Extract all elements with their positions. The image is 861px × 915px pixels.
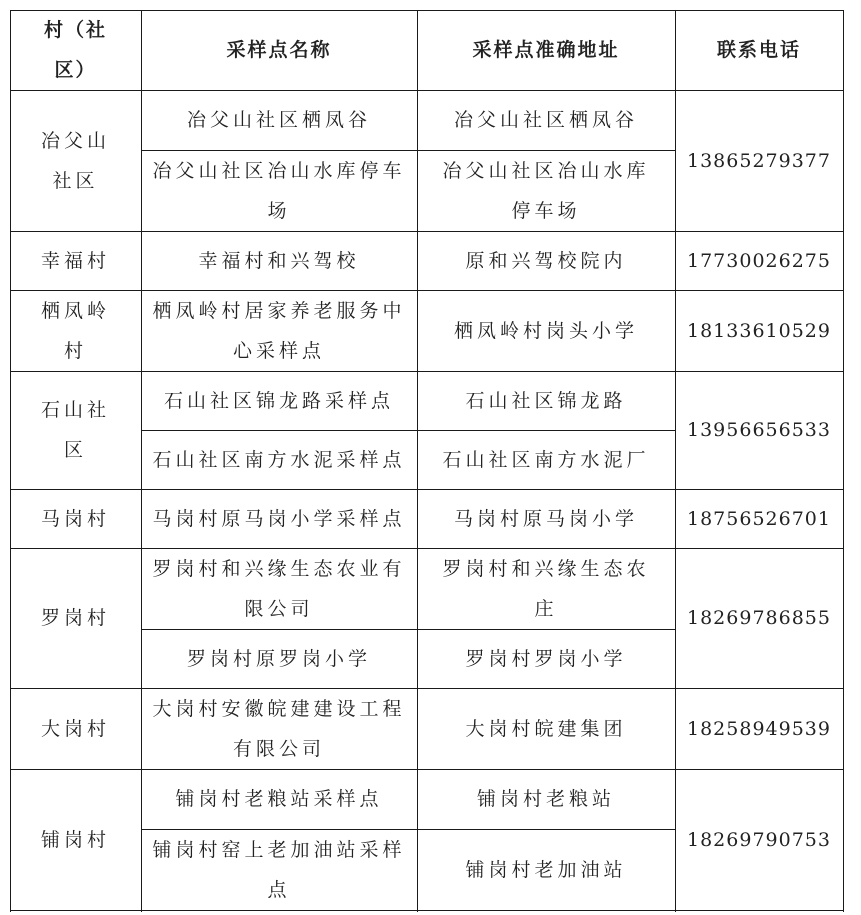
- village-name: 栖凤岭村: [40, 299, 110, 362]
- village-name: 大岗村: [40, 717, 110, 740]
- village-phone: 17730026275: [687, 249, 831, 272]
- village-phone: 13956656533: [687, 419, 831, 441]
- village-phone: 18258949539: [687, 717, 831, 740]
- village-phone: 18269786855: [687, 607, 831, 629]
- site-address: 栖凤岭村岗头小学: [453, 319, 638, 342]
- site-name: 罗岗村原罗岗小学: [186, 647, 371, 670]
- site-address: 铺岗村老加油站: [465, 858, 627, 881]
- village-name: 石山社区: [40, 399, 110, 461]
- site-name: 冶父山社区栖凤谷: [186, 109, 371, 131]
- site-name: 石山社区锦龙路采样点: [163, 389, 394, 412]
- site-address: 冶父山社区栖凤谷: [453, 109, 638, 131]
- horizontal-rule: [10, 910, 844, 911]
- site-address: 石山社区锦龙路: [465, 389, 627, 412]
- site-name: 石山社区南方水泥采样点: [152, 448, 406, 471]
- site-name: 马岗村原马岗小学采样点: [152, 507, 406, 530]
- vertical-rule: [843, 10, 844, 912]
- header-phone: 联系电话: [716, 39, 801, 61]
- site-name: 冶父山社区冶山水库停车场: [152, 159, 406, 222]
- site-name: 罗岗村和兴缘生态农业有限公司: [152, 557, 406, 620]
- village-name: 铺岗村: [40, 828, 110, 851]
- horizontal-rule: [10, 10, 844, 11]
- site-address: 罗岗村和兴缘生态农庄: [442, 557, 650, 620]
- site-address: 铺岗村老粮站: [476, 788, 615, 810]
- site-address: 马岗村原马岗小学: [453, 507, 638, 530]
- site-address: 石山社区南方水泥厂: [442, 448, 650, 471]
- site-name: 铺岗村窑上老加油站采样点: [152, 838, 406, 901]
- site-address: 大岗村皖建集团: [465, 717, 627, 740]
- site-name: 大岗村安徽皖建建设工程有限公司: [152, 697, 406, 760]
- header-site-name: 采样点名称: [226, 39, 332, 61]
- village-name: 马岗村: [40, 507, 110, 530]
- village-phone: 13865279377: [687, 149, 831, 172]
- village-phone: 18133610529: [687, 319, 831, 342]
- village-phone: 18269790753: [687, 828, 831, 851]
- header-village: 村（社区）: [43, 19, 107, 81]
- village-name: 罗岗村: [40, 607, 110, 629]
- site-name: 铺岗村老粮站采样点: [175, 788, 383, 810]
- site-address: 罗岗村罗岗小学: [465, 647, 627, 670]
- site-name: 幸福村和兴驾校: [198, 249, 360, 272]
- village-name: 幸福村: [40, 249, 110, 272]
- village-phone: 18756526701: [687, 507, 831, 530]
- site-address: 原和兴驾校院内: [465, 249, 627, 272]
- site-address: 冶父山社区冶山水库停车场: [442, 159, 650, 222]
- village-name: 冶父山社区: [40, 129, 110, 192]
- header-site-address: 采样点准确地址: [472, 39, 620, 61]
- site-name: 栖凤岭村居家养老服务中心采样点: [152, 299, 406, 362]
